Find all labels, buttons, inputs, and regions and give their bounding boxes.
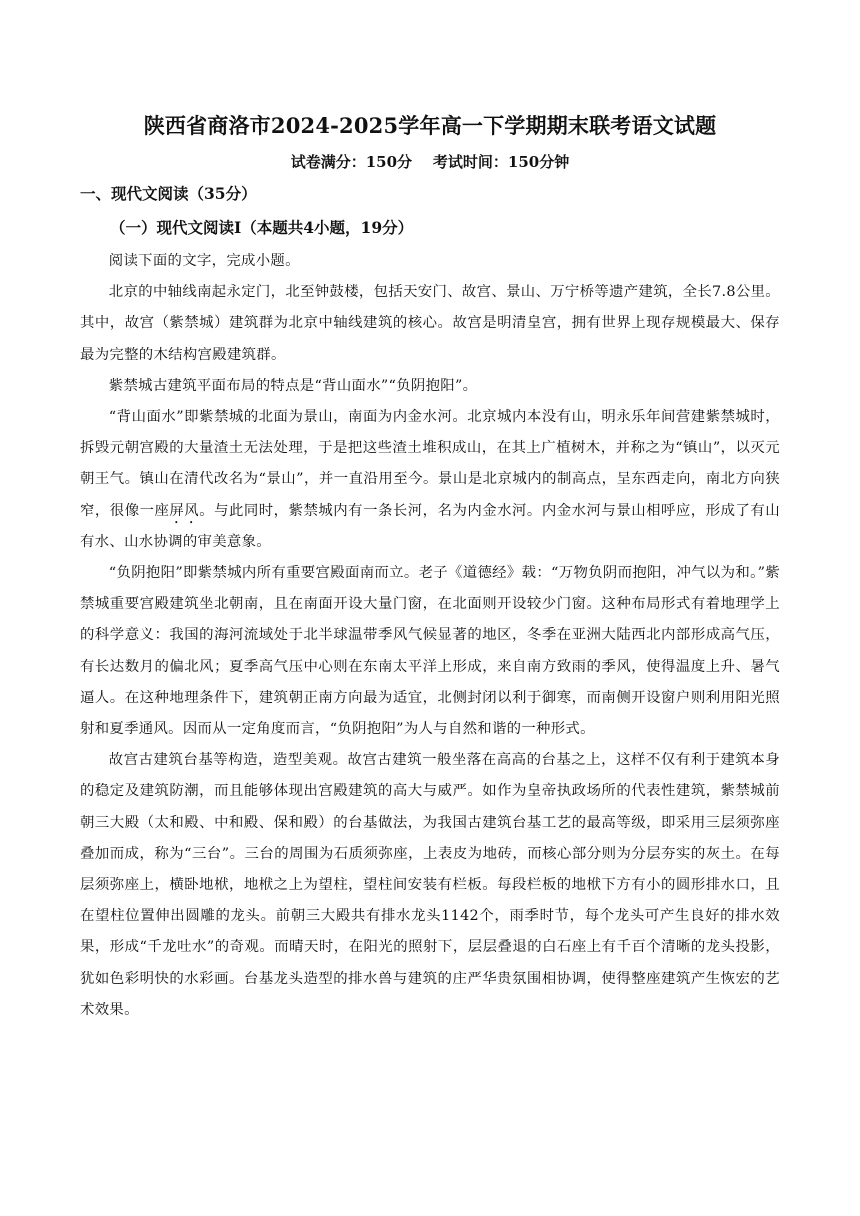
reading-instruction: 阅读下面的文字，完成小题。 <box>108 253 300 269</box>
passage-paragraph-2: 紫禁城古建筑平面布局的特点是“背山面水”“负阴抱阳”。 <box>108 377 478 394</box>
passage-paragraph-1: 北京的中轴线南起永定门，北至钟鼓楼，包括天安门、故宫、景山、万宁桥等遗产建筑，全长7.8公里。其中，故宫（紫禁城）建筑群为北京中轴线建筑的核心。故宫是明清皇宫，拥有世界上现存规模最大、保存最为完整的木结构宫殿建筑群。 <box>80 284 780 363</box>
emphasis-tail: 。 <box>199 502 215 519</box>
exam-info: 试卷满分：150分 考试时间：150分钟 <box>290 153 570 171</box>
paragraph-3-part-2: 与此同时，紫禁城内有一条长河，名为内金水河。内金水河与景山相呼应，形成了有山有水、山水协调的审美意象。 <box>80 502 780 550</box>
sub-section-heading: （一）现代文阅读Ⅰ（本题共4小题，19分） <box>110 218 414 237</box>
section-heading: 一、现代文阅读（35分） <box>80 184 257 203</box>
emphasized-word: 屏风 <box>169 502 200 519</box>
document-title: 陕西省商洛市2024-2025学年高一下学期期末联考语文试题 <box>143 113 717 138</box>
paragraph-3-part-1: “背山面水”即紫禁城的北面为景山，南面为内金水河。北京城内本没有山，明永乐年间营建紫禁城时，拆毁元朝宫殿的大量渣土无法处理，于是把这些渣土堆积成山，在其上广植树木，并称之为“镇山”，以灭元朝王气。镇山在清代改名为“景山”，并一直沿用至今。景山是北京城内的制高点，呈东西走向，南北方向狭窄，很像一座 <box>80 409 780 519</box>
passage-paragraph-3 <box>80 402 780 558</box>
passage-paragraph-4: “负阴抱阳”即紫禁城内所有重要宫殿面南而立。老子《道德经》载：“万物负阴而抱阳，冲气以为和。”紫禁城重要宫殿建筑坐北朝南，且在南面开设大量门窗，在北面则开设较少门窗。这种布局形式有着地理学上的科学意义：我国的海河流域处于北半球温带季风气候显著的地区，冬季在亚洲大陆西北内部形成高气压，有长达数月的偏北风；夏季高气压中心则在东南太平洋上形成，来自南方致雨的季风，使得温度上升、暑气逼人。在这种地理条件下，建筑朝正南方向最为适宜，北侧封闭以利于御寒，而南侧开设窗户则利用阳光照射和夏季通风。因而从一定角度而言，“负阴抱阳”为人与自然和谐的一种形式。 <box>80 565 780 738</box>
passage-paragraph-5: 故宫古建筑台基等构造，造型美观。故宫古建筑一般坐落在高高的台基之上，这样不仅有利于建筑本身的稳定及建筑防潮，而且能够体现出宫殿建筑的高大与威严。如作为皇帝执政场所的代表性建筑，紫禁城前朝三大殿（太和殿、中和殿、保和殿）的台基做法，为我国古建筑台基工艺的最高等级，即采用三层须弥座叠加而成，称为“三台”。三台的周围为石质须弥座，上表皮为地砖，而核心部分则为分层夯实的灰土。在每层须弥座上，横卧地栿，地栿之上为望柱，望柱间安装有栏板。每段栏板的地栿下方有小的圆形排水口，且在望柱位置伸出圆雕的龙头。前朝三大殿共有排水龙头1142个，雨季时节，每个龙头可产生良好的排水效果，形成“千龙吐水”的奇观。而晴天时，在阳光的照射下，层层叠退的白石座上有千百个清晰的龙头投影，犹如色彩明快的水彩画。台基龙头造型的排水兽与建筑的庄严华贵氛围相协调，使得整座建筑产生恢宏的艺术效果。 <box>80 752 780 1018</box>
